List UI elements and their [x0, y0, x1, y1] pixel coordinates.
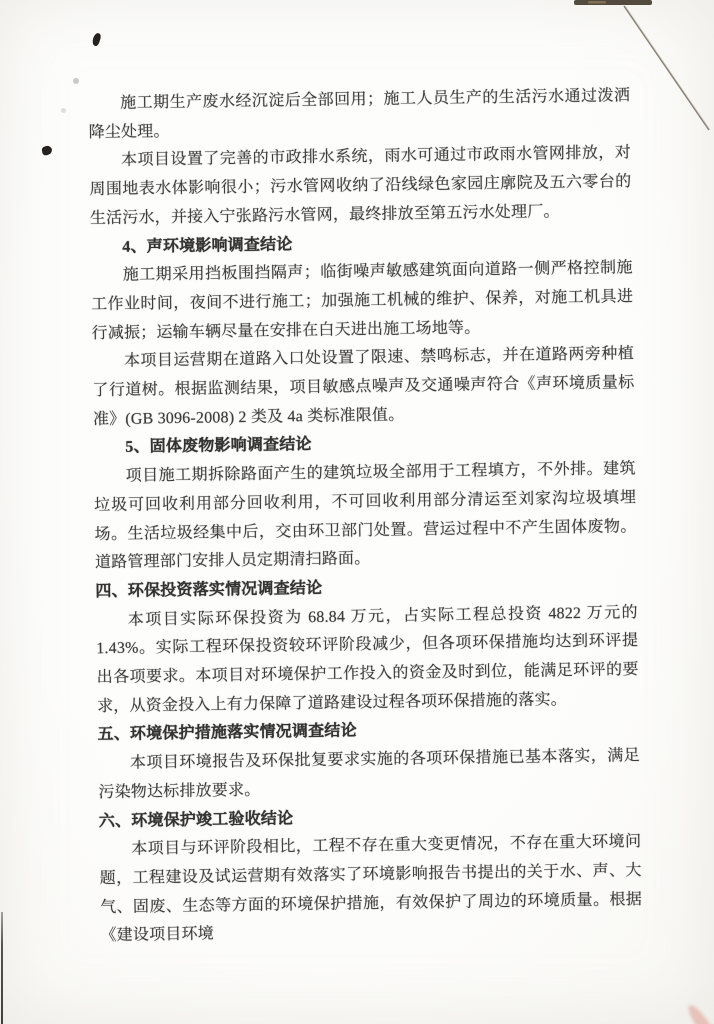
- page-fold-crease: [554, 0, 714, 140]
- heading-investment-conclusion: 四、环保投资落实情况调查结论: [95, 579, 323, 601]
- ink-speck-1: [91, 32, 102, 47]
- paragraph-operation-noise: 本项目运营期在道路入口处设置了限速、禁鸣标志，并在道路两旁种植了行道树。根据监测结果，项目敏感点噪声及交通噪声符合《声环境质量标准》(GB 3096-2008) 2 类及 4a 类标准限值。: [92, 345, 635, 428]
- page-edge-scan-line: [1, 912, 3, 1024]
- heading-acceptance-conclusion: 六、环境保护竣工验收结论: [98, 809, 294, 830]
- ink-speck-3: [73, 78, 79, 84]
- subheading-solid-waste-conclusion: 5、固体废物影响调查结论: [125, 436, 312, 457]
- subheading-noise-conclusion: 4、声环境影响调查结论: [122, 235, 293, 256]
- ink-speck-2: [41, 145, 53, 156]
- paragraph-measures: 本项目环境报告及环保批复要求实施的各项环保措施已基本落实，满足污染物达标排放要求。: [98, 747, 641, 802]
- page-fold-line: [624, 6, 709, 130]
- paragraph-construction-noise: 施工期采用挡板围挡隔声；临街噪声敏感建筑面向道路一侧严格控制施工作业时间，夜间不进行施工；加强施工机械的维护、保养，对施工机具进行减振；运输车辆尽量在安排在白天进出施工场地等。: [91, 259, 634, 342]
- paragraph-investment: 本项目实际环保投资为 68.84 万元，占实际工程总投资 4822 万元的 1.43%。实际工程环保投资较环评阶段减少，但各项环保措施均达到环评提出各项要求。本项目对环境保护工作投入的资金及时到位，能满足环评的要求，从资金投入上有力保障了道路建设过程各项环保措施的落实。: [96, 603, 639, 715]
- paragraph-solid-waste: 项目施工期拆除路面产生的建筑垃圾全部用于工程填方，不外排。建筑垃圾可回收利用部分回收利用，不可回收利用部分清运至刘家沟垃圾填埋场。生活垃圾经集中后，交由环卫部门处置。营运过程中不产生固体废物。道路管理部门安排人员定期清扫路面。: [94, 460, 637, 572]
- page-fold-edge: [574, 0, 652, 5]
- paragraph-wastewater-reuse: 施工期生产废水经沉淀后全部回用；施工人员生产的生活污水通过泼洒降尘处理。: [88, 87, 631, 141]
- paragraph-drainage-system: 本项目设置了完善的市政排水系统，雨水可通过市政雨水管网排放，对周围地表水体影响很小；污水管网收纳了沿线绿色家园庄廓院及五六零台的生活污水，并接入宁张路污水管网，最终排放至第五污水处理厂。: [89, 144, 632, 228]
- heading-measures-conclusion: 五、环境保护措施落实情况调查结论: [97, 722, 357, 744]
- document-content: [88, 82, 643, 951]
- paragraph-acceptance: 本项目与环评阶段相比，工程不存在重大变更情况，不存在重大环境问题，工程建设及试运营期有效落实了环境影响报告书提出的关于水、声、大气、固废、生态等方面的环境保护措施，有效保护了周边的环境质量。根据《建设项目环境: [99, 833, 643, 945]
- corner-smudge: [685, 1002, 714, 1024]
- ink-speck-4: [61, 108, 66, 113]
